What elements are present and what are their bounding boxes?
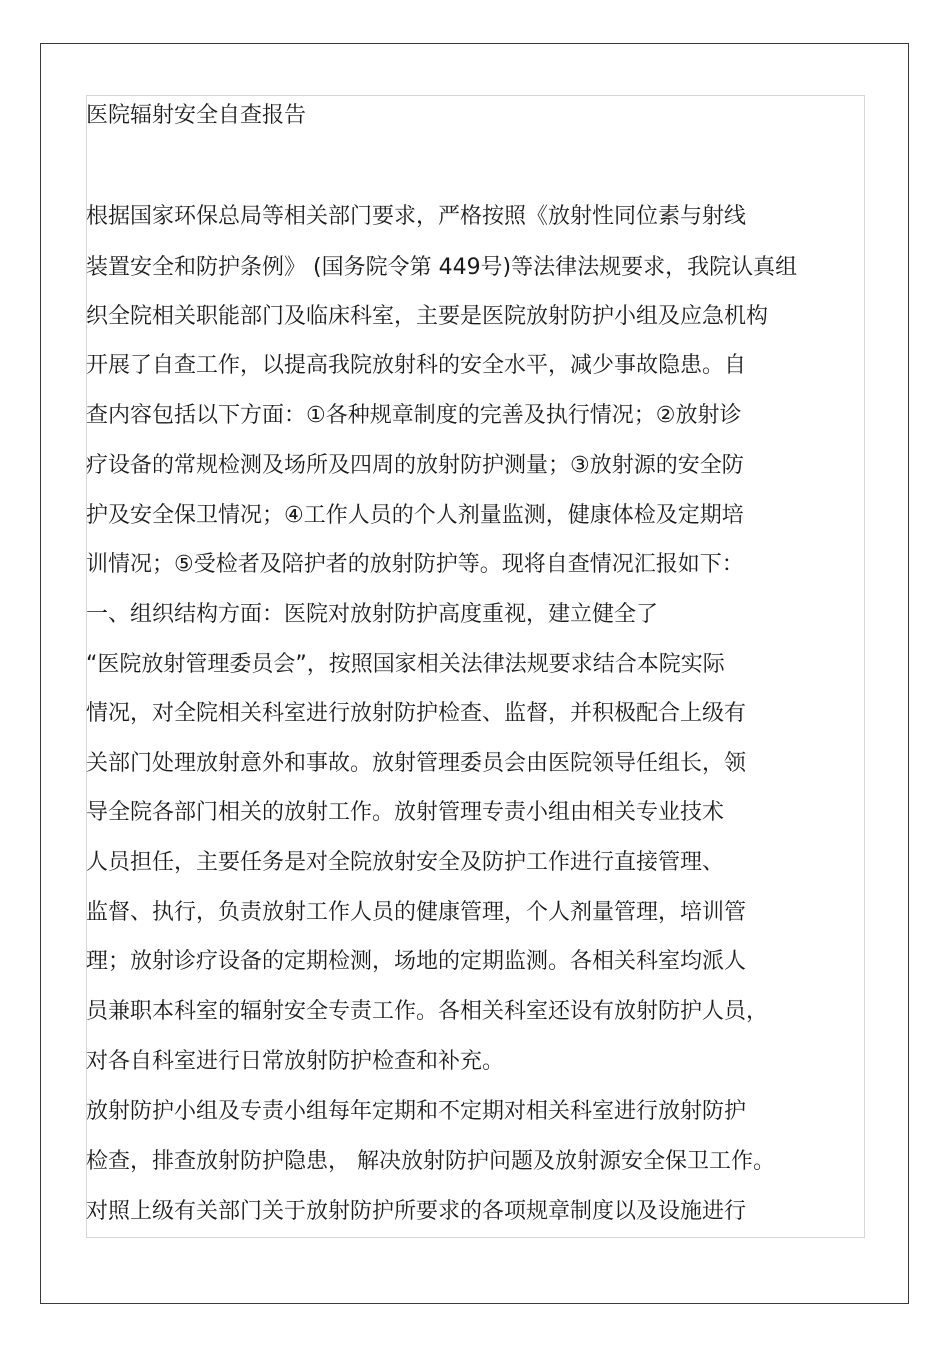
paragraph-line: 织全院相关职能部门及临床科室，主要是医院放射防护小组及应急机构 xyxy=(86,304,769,329)
paragraph-line: 关部门处理放射意外和事故。放射管理委员会由医院领导任组长，领 xyxy=(86,751,747,776)
paragraph-line: 检查，排查放射防护隐患， 解决放射防护问题及放射源安全保卫工作。 xyxy=(86,1149,775,1174)
paragraph-line: 根据国家环保总局等相关部门要求，严格按照《放射性同位素与射线 xyxy=(86,204,747,229)
paragraph-line: 护及安全保卫情况；④工作人员的个人剂量监测，健康体检及定期培 xyxy=(86,503,744,528)
paragraph-line: 理；放射诊疗设备的定期检测，场地的定期监测。各相关科室均派人 xyxy=(86,949,747,974)
paragraph-line: 导全院各部门相关的放射工作。放射管理专责小组由相关专业技术 xyxy=(86,800,725,825)
paragraph-line: 开展了自查工作，以提高我院放射科的安全水平，减少事故隐患。自 xyxy=(86,353,747,378)
paragraph-line: 装置安全和防护条例》 (国务院令第 449号)等法律法规要求，我院认真组 xyxy=(86,255,798,280)
paragraph-line: 对各自科室进行日常放射防护检查和补充。 xyxy=(86,1049,505,1074)
section-heading-line: 一、组织结构方面：医院对放射防护高度重视，建立健全了 xyxy=(86,602,659,627)
paragraph-line: 查内容包括以下方面：①各种规章制度的完善及执行情况；②放射诊 xyxy=(86,403,742,428)
paragraph-line: 监督、执行，负责放射工作人员的健康管理，个人剂量管理，培训管 xyxy=(86,900,747,925)
document-title: 医院辐射安全自查报告 xyxy=(86,103,307,128)
paragraph-line: 训情况；⑤受检者及陪护者的放射防护等。现将自查情况汇报如下： xyxy=(86,552,744,577)
paragraph-line: 疗设备的常规检测及场所及四周的放射防护测量；③放射源的安全防 xyxy=(86,453,744,478)
paragraph-line: “医院放射管理委员会”，按照国家相关法律法规要求结合本院实际 xyxy=(86,652,725,677)
paragraph-line: 人员担任，主要任务是对全院放射安全及防护工作进行直接管理、 xyxy=(86,850,725,875)
paragraph-line: 放射防护小组及专责小组每年定期和不定期对相关科室进行放射防护 xyxy=(86,1099,747,1124)
paragraph-line: 员兼职本科室的辐射安全专责工作。各相关科室还设有放射防护人员， xyxy=(86,999,769,1024)
paragraph-line: 对照上级有关部门关于放射防护所要求的各项规章制度以及设施进行 xyxy=(86,1199,747,1224)
paragraph-line: 情况，对全院相关科室进行放射防护检查、监督，并积极配合上级有 xyxy=(86,701,747,726)
